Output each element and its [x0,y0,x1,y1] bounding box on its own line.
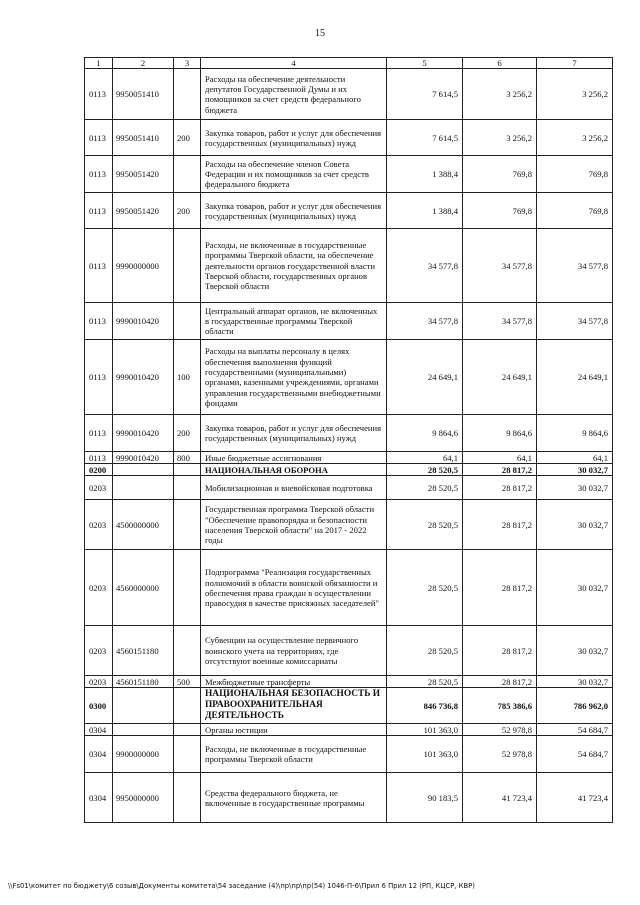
expense-kind-cell: 200 [174,415,201,452]
target-article-cell: 9990010420 [113,415,174,452]
expense-kind-cell [174,626,201,676]
expense-kind-cell [174,736,201,773]
amount-col6-cell: 34 577,8 [463,229,537,303]
item-name-cell: Мобилизационная и вневойсковая подготовка [201,476,387,500]
expense-kind-cell [174,550,201,626]
target-article-cell: 9950051420 [113,193,174,229]
expense-kind-cell [174,229,201,303]
amount-col6-cell: 24 649,1 [463,340,537,415]
amount-col5-cell: 7 614,5 [387,120,463,156]
col-header-4: 4 [201,58,387,69]
target-article-cell [113,476,174,500]
amount-col5-cell: 28 520,5 [387,676,463,688]
table-row [85,303,613,340]
table-row [85,120,613,156]
table-row [85,156,613,193]
table-row [85,688,613,724]
item-name-cell: Государственная программа Тверской области "Обеспечение правопорядка и безопасности населения Тверской области" на 2017 - 2022 годы [201,500,387,550]
item-name-cell: Центральный аппарат органов, не включенных в государственные программы Тверской области [201,303,387,340]
col-header-6: 6 [463,58,537,69]
expense-kind-cell [174,688,201,724]
amount-col5-cell: 34 577,8 [387,229,463,303]
section-code-cell: 0113 [85,415,113,452]
expense-kind-cell [174,476,201,500]
amount-col6-cell: 52 978,8 [463,724,537,736]
amount-col7-cell: 769,8 [537,193,613,229]
amount-col6-cell: 34 577,8 [463,303,537,340]
amount-col7-cell: 769,8 [537,156,613,193]
section-code-cell: 0113 [85,229,113,303]
section-code-cell: 0304 [85,773,113,823]
table-body [85,69,613,823]
expense-kind-cell [174,724,201,736]
amount-col5-cell: 28 520,5 [387,476,463,500]
amount-col6-cell: 52 978,8 [463,736,537,773]
table-row [85,724,613,736]
table-row [85,415,613,452]
amount-col7-cell: 9 864,6 [537,415,613,452]
amount-col5-cell: 101 363,0 [387,724,463,736]
table-row [85,626,613,676]
col-header-2: 2 [113,58,174,69]
amount-col7-cell: 24 649,1 [537,340,613,415]
amount-col6-cell: 41 723,4 [463,773,537,823]
col-header-3: 3 [174,58,201,69]
item-name-cell: Закупка товаров, работ и услуг для обеспечения государственных (муниципальных) нужд [201,415,387,452]
amount-col5-cell: 1 388,4 [387,156,463,193]
section-code-cell: 0113 [85,452,113,464]
item-name-cell: Подпрограмма "Реализация государственных полномочий в области воинской обязанности и обеспечения права граждан в осуществлении правосудия в качестве присяжных заседателей" [201,550,387,626]
budget-table [84,57,613,823]
amount-col6-cell: 64,1 [463,452,537,464]
amount-col6-cell: 9 864,6 [463,415,537,452]
amount-col7-cell: 30 032,7 [537,550,613,626]
expense-kind-cell [174,69,201,120]
amount-col5-cell: 28 520,5 [387,626,463,676]
item-name-cell: Расходы на выплаты персоналу в целях обеспечения выполнения функций государственными (муниципальными) органами, казенными учреждениями, органами управления государственными внебюджетными фондами [201,340,387,415]
amount-col7-cell: 30 032,7 [537,676,613,688]
expense-kind-cell: 200 [174,193,201,229]
amount-col6-cell: 3 256,2 [463,120,537,156]
amount-col5-cell: 34 577,8 [387,303,463,340]
amount-col5-cell: 90 183,5 [387,773,463,823]
section-code-cell: 0200 [85,464,113,476]
amount-col7-cell: 54 684,7 [537,736,613,773]
target-article-cell: 4560151180 [113,626,174,676]
amount-col6-cell: 769,8 [463,156,537,193]
section-code-cell: 0304 [85,736,113,773]
table-header-row [85,58,613,69]
col-header-5: 5 [387,58,463,69]
section-code-cell: 0304 [85,724,113,736]
amount-col6-cell: 28 817,2 [463,464,537,476]
item-name-cell: НАЦИОНАЛЬНАЯ ОБОРОНА [201,464,387,476]
amount-col6-cell: 769,8 [463,193,537,229]
table-row [85,676,613,688]
item-name-cell: Расходы, не включенные в государственные программы Тверской области [201,736,387,773]
section-code-cell: 0203 [85,676,113,688]
expense-kind-cell: 200 [174,120,201,156]
amount-col7-cell: 30 032,7 [537,464,613,476]
expense-kind-cell [174,500,201,550]
table-row [85,340,613,415]
table-row [85,736,613,773]
section-code-cell: 0203 [85,500,113,550]
amount-col6-cell: 28 817,2 [463,476,537,500]
amount-col7-cell: 30 032,7 [537,476,613,500]
target-article-cell [113,688,174,724]
amount-col5-cell: 7 614,5 [387,69,463,120]
table-row [85,550,613,626]
amount-col7-cell: 41 723,4 [537,773,613,823]
target-article-cell: 9950051420 [113,156,174,193]
item-name-cell: Межбюджетные трансферты [201,676,387,688]
target-article-cell [113,724,174,736]
section-code-cell: 0203 [85,626,113,676]
amount-col5-cell: 24 649,1 [387,340,463,415]
amount-col5-cell: 28 520,5 [387,464,463,476]
expense-kind-cell [174,773,201,823]
amount-col5-cell: 846 736,8 [387,688,463,724]
table-row [85,464,613,476]
target-article-cell: 9990010420 [113,452,174,464]
item-name-cell: Расходы, не включенные в государственные программы Тверской области, на обеспечение деятельности органов государственной власти Тверской области, государственных органов Тверской области [201,229,387,303]
amount-col7-cell: 34 577,8 [537,229,613,303]
table-row [85,500,613,550]
section-code-cell: 0203 [85,476,113,500]
table-row [85,69,613,120]
amount-col6-cell: 3 256,2 [463,69,537,120]
section-code-cell: 0113 [85,340,113,415]
col-header-7: 7 [537,58,613,69]
amount-col7-cell: 34 577,8 [537,303,613,340]
amount-col5-cell: 9 864,6 [387,415,463,452]
expense-kind-cell [174,303,201,340]
amount-col7-cell: 3 256,2 [537,120,613,156]
target-article-cell: 9950051410 [113,120,174,156]
target-article-cell: 9950051410 [113,69,174,120]
section-code-cell: 0113 [85,120,113,156]
expense-kind-cell: 500 [174,676,201,688]
col-header-1: 1 [85,58,113,69]
item-name-cell: Органы юстиции [201,724,387,736]
item-name-cell: НАЦИОНАЛЬНАЯ БЕЗОПАСНОСТЬ И ПРАВООХРАНИТЕЛЬНАЯ ДЕЯТЕЛЬНОСТЬ [201,688,387,724]
table-row [85,452,613,464]
item-name-cell: Средства федерального бюджета, не включенные в государственные программы [201,773,387,823]
target-article-cell: 9900000000 [113,736,174,773]
item-name-cell: Закупка товаров, работ и услуг для обеспечения государственных (муниципальных) нужд [201,120,387,156]
amount-col5-cell: 101 363,0 [387,736,463,773]
target-article-cell: 4560151180 [113,676,174,688]
amount-col6-cell: 28 817,2 [463,500,537,550]
item-name-cell: Расходы на обеспечение деятельности депутатов Государственной Думы и их помощников за счет средств федерального бюджета [201,69,387,120]
table-row [85,773,613,823]
amount-col7-cell: 54 684,7 [537,724,613,736]
amount-col7-cell: 64,1 [537,452,613,464]
expense-kind-cell [174,464,201,476]
item-name-cell: Закупка товаров, работ и услуг для обеспечения государственных (муниципальных) нужд [201,193,387,229]
section-code-cell: 0300 [85,688,113,724]
target-article-cell [113,464,174,476]
amount-col7-cell: 3 256,2 [537,69,613,120]
section-code-cell: 0113 [85,69,113,120]
amount-col6-cell: 785 386,6 [463,688,537,724]
amount-col5-cell: 64,1 [387,452,463,464]
target-article-cell: 9990010420 [113,303,174,340]
item-name-cell: Расходы на обеспечение членов Совета Федерации и их помощников за счет средств федерального бюджета [201,156,387,193]
table-row [85,229,613,303]
amount-col5-cell: 28 520,5 [387,500,463,550]
file-path-footer: \\Fs01\комитет по бюджету\6 созыв\Документы комитета\54 заседание (4)\пр\пр\пр(54) 1046-П-6\Прил 6 Прил 12 (РП, КЦСР, КВР) [8,882,475,890]
amount-col6-cell: 28 817,2 [463,676,537,688]
table-row [85,476,613,500]
page-number: 15 [315,28,325,39]
amount-col5-cell: 28 520,5 [387,550,463,626]
table-row [85,193,613,229]
item-name-cell: Субвенции на осуществление первичного воинского учета на территориях, где отсутствуют военные комиссариаты [201,626,387,676]
target-article-cell: 4500000000 [113,500,174,550]
amount-col6-cell: 28 817,2 [463,550,537,626]
target-article-cell: 9990000000 [113,229,174,303]
amount-col7-cell: 786 962,0 [537,688,613,724]
expense-kind-cell: 100 [174,340,201,415]
section-code-cell: 0113 [85,193,113,229]
section-code-cell: 0203 [85,550,113,626]
target-article-cell: 9950000000 [113,773,174,823]
target-article-cell: 4560000000 [113,550,174,626]
expense-kind-cell: 800 [174,452,201,464]
section-code-cell: 0113 [85,303,113,340]
expense-kind-cell [174,156,201,193]
amount-col6-cell: 28 817,2 [463,626,537,676]
amount-col5-cell: 1 388,4 [387,193,463,229]
amount-col7-cell: 30 032,7 [537,626,613,676]
target-article-cell: 9990010420 [113,340,174,415]
section-code-cell: 0113 [85,156,113,193]
amount-col7-cell: 30 032,7 [537,500,613,550]
item-name-cell: Иные бюджетные ассигнования [201,452,387,464]
